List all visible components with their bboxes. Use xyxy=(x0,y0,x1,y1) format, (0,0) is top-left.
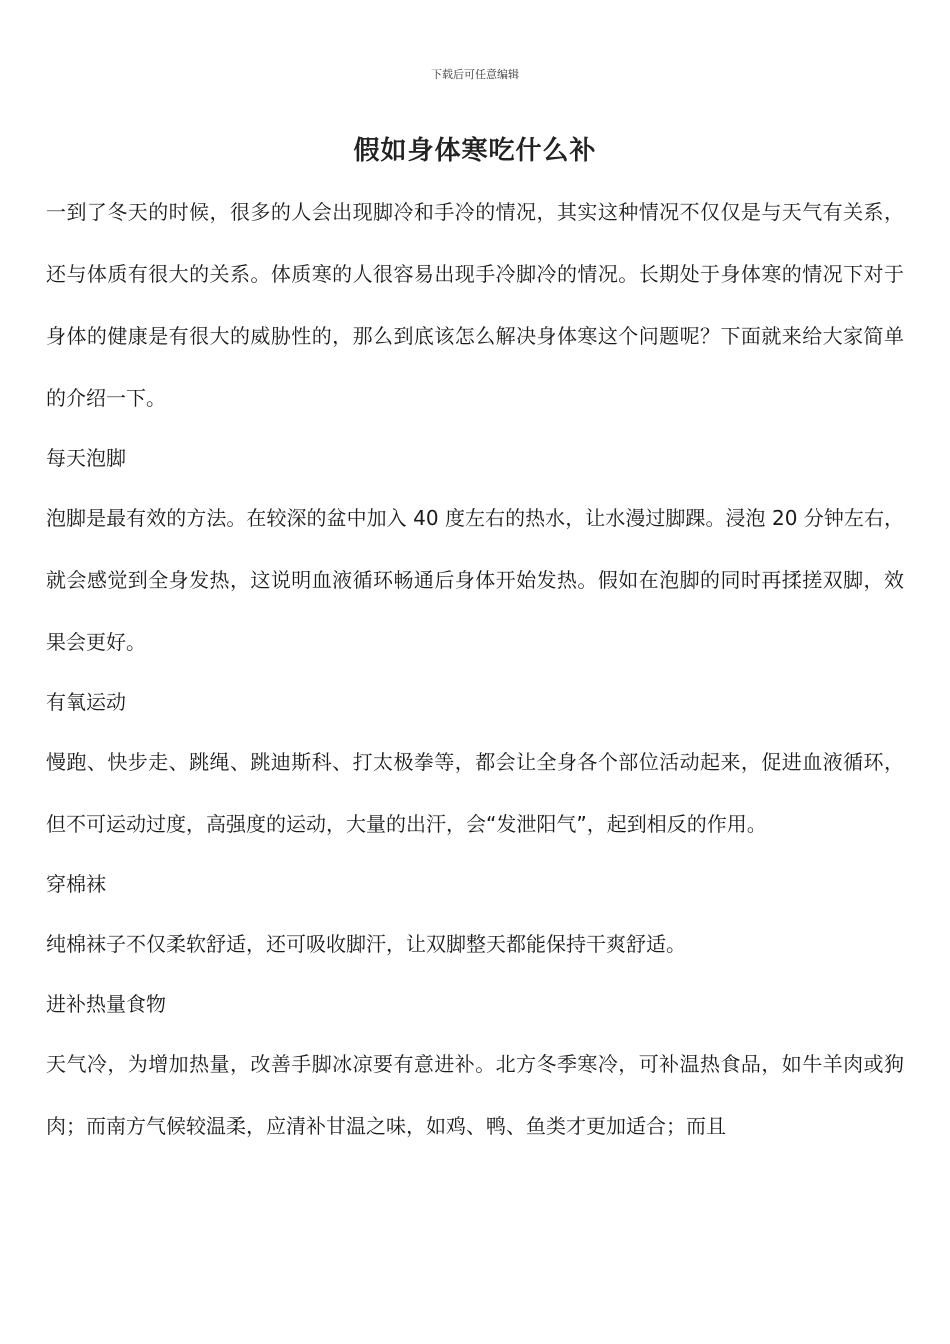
section-heading-warming-food: 进补热量食物 xyxy=(46,992,166,1016)
document-body xyxy=(46,181,904,1157)
section-heading-aerobic-exercise: 有氧运动 xyxy=(46,690,126,714)
section-body-cotton-socks: 纯棉袜子不仅柔软舒适，还可吸收脚汗，让双脚整天都能保持干爽舒适。 xyxy=(46,932,686,956)
section-body-warming-food: 天气冷，为增加热量，改善手脚冰凉要有意进补。北方冬季寒冷，可补温热食品，如牛羊肉或狗肉；而南方气候较温柔，应清补甘温之味，如鸡、鸭、鱼类才更加适合；而且 xyxy=(46,1052,904,1138)
section-heading-cotton-socks: 穿棉袜 xyxy=(46,872,106,896)
header-note: 下载后可任意编辑 xyxy=(431,68,519,81)
intro-paragraph: 一到了冬天的时候，很多的人会出现脚冷和手冷的情况，其实这种情况不仅仅是与天气有关系，还与体质有很大的关系。体质寒的人很容易出现手冷脚冷的情况。长期处于身体寒的情况下对于身体的健康是有很大的威胁性的，那么到底该怎么解决身体寒这个问题呢？下面就来给大家简单的介绍一下。 xyxy=(46,200,904,410)
section-heading-foot-soak: 每天泡脚 xyxy=(46,446,126,470)
section-body-aerobic-exercise: 慢跑、快步走、跳绳、跳迪斯科、打太极拳等，都会让全身各个部位活动起来，促进血液循环，但不可运动过度，高强度的运动，大量的出汗，会“发泄阳气”，起到相反的作用。 xyxy=(46,750,904,836)
section-body-foot-soak: 泡脚是最有效的方法。在较深的盆中加入 40 度左右的热水，让水漫过脚踝。浸泡 20 分钟左右，就会感觉到全身发热，这说明血液循环畅通后身体开始发热。假如在泡脚的同时再揉搓双脚，效果会更好。 xyxy=(46,506,904,654)
document-title: 假如身体寒吃什么补 xyxy=(353,136,597,166)
